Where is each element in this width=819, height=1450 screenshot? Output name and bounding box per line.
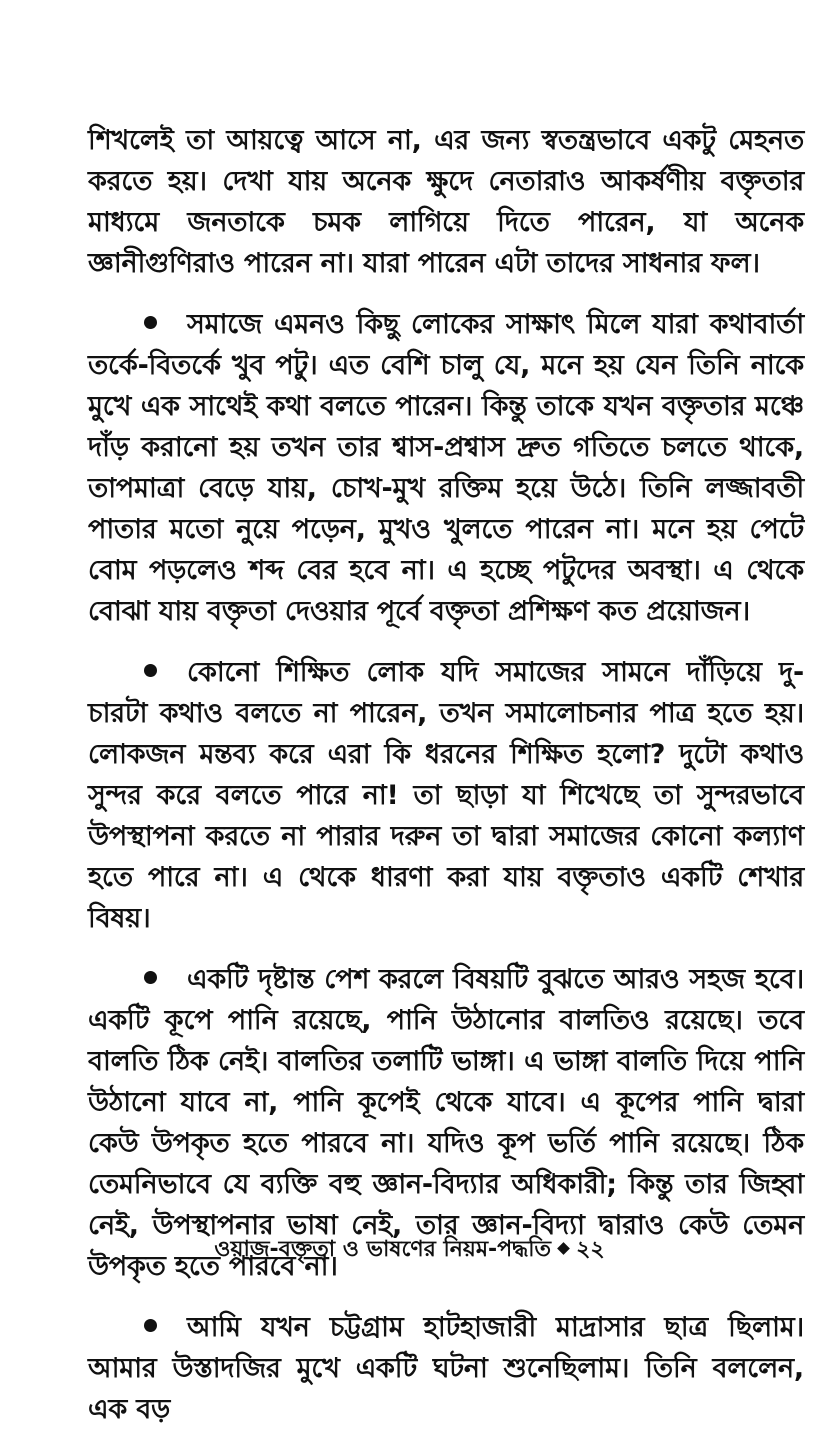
paragraph-text: শিখলেই তা আয়ত্বে আসে না, এর জন্য স্বতন্ত্রভাবে একটু মেহনত করতে হয়। দেখা যায় অনেক ক্ষুদে নেতারাও আকর্ষণীয় বক্তৃতার মাধ্যমে জনতাকে চমক লাগিয়ে দিতে পারেন, যা অনেক জ্ঞানীগুণিরাও পারেন না। যারা পারেন এটা তাদের সাধনার ফল। xyxy=(88,125,804,279)
bullet-paragraph xyxy=(88,304,804,632)
paragraph-text: কোনো শিক্ষিত লোক যদি সমাজের সামনে দাঁড়িয়ে দু-চারটা কথাও বলতে না পারেন, তখন সমালোচনার পাত্র হতে হয়। লোকজন মন্তব্য করে এরা কি ধরনের শিক্ষিত হলো? দুটো কথাও সুন্দর করে বলতে পারে না! তা ছাড়া যা শিখেছে তা সুন্দরভাবে উপস্থাপনা করতে না পারার দরুন তা দ্বারা সমাজের কোনো কল্যাণ হতে পারে না। এ থেকে ধারণা করা যায় বক্তৃতাও একটি শেখার বিষয়। xyxy=(88,657,804,934)
paragraph-text: আমি যখন চট্টগ্রাম হাটহাজারী মাদ্রাসার ছাত্র ছিলাম। আমার উস্তাদজির মুখে একটি ঘটনা শুনেছিলাম। তিনি বললেন, এক বড় xyxy=(88,1312,804,1425)
paragraph-text: সমাজে এমনও কিছু লোকের সাক্ষাৎ মিলে যারা কথাবার্তা তর্কে-বিতর্কে খুব পটু। এত বেশি চালু যে, মনে হয় যেন তিনি নাকে মুখে এক সাথেই কথা বলতে পারেন। কিন্তু তাকে যখন বক্তৃতার মঞ্চে দাঁড় করানো হয় তখন তার শ্বাস-প্রশ্বাস দ্রুত গতিতে চলতে থাকে, তাপমাত্রা বেড়ে যায়, চোখ-মুখ রক্তিম হয়ে উঠে। তিনি লজ্জাবতী পাতার মতো নুয়ে পড়েন, মুখও খুলতে পারেন না। মনে হয় পেটে বোম পড়লেও শব্দ বের হবে না। এ হচ্ছে পটুদের অবস্থা। এ থেকে বোঝা যায় বক্তৃতা দেওয়ার পূর্বে বক্তৃতা প্রশিক্ষণ কত প্রয়োজন। xyxy=(88,309,804,627)
page-footer xyxy=(0,1232,819,1269)
bullet-icon xyxy=(144,316,157,329)
bullet-icon xyxy=(144,971,157,984)
paragraph-text: একটি দৃষ্টান্ত পেশ করলে বিষয়টি বুঝতে আরও সহজ হবে। একটি কূপে পানি রয়েছে, পানি উঠানোর বালতিও রয়েছে। তবে বালতি ঠিক নেই। বালতির তলাটি ভাঙ্গা। এ ভাঙ্গা বালতি দিয়ে পানি উঠানো যাবে না, পানি কূপেই থেকে যাবে। এ কূপের পানি দ্বারা কেউ উপকৃত হতে পারবে না। যদিও কূপ ভর্তি পানি রয়েছে। ঠিক তেমনিভাবে যে ব্যক্তি বহু জ্ঞান-বিদ্যার অধিকারী; কিন্তু তার জিহ্বা নেই, উপস্থাপনার ভাষা নেই, তার জ্ঞান-বিদ্যা দ্বারাও কেউ তেমন উপকৃত হতে পারবে না। xyxy=(88,964,804,1282)
bullet-icon xyxy=(144,1319,157,1332)
diamond-separator-icon xyxy=(557,1242,570,1255)
bullet-icon xyxy=(144,664,157,677)
bullet-paragraph xyxy=(88,652,804,939)
page-number: ২২ xyxy=(576,1237,605,1262)
book-title: ওয়াজ-বক্তৃতা ও ভাষণের নিয়ম-পদ্ধতি xyxy=(214,1237,552,1262)
bullet-paragraph xyxy=(88,1307,804,1430)
paragraph-continuation xyxy=(88,120,804,284)
